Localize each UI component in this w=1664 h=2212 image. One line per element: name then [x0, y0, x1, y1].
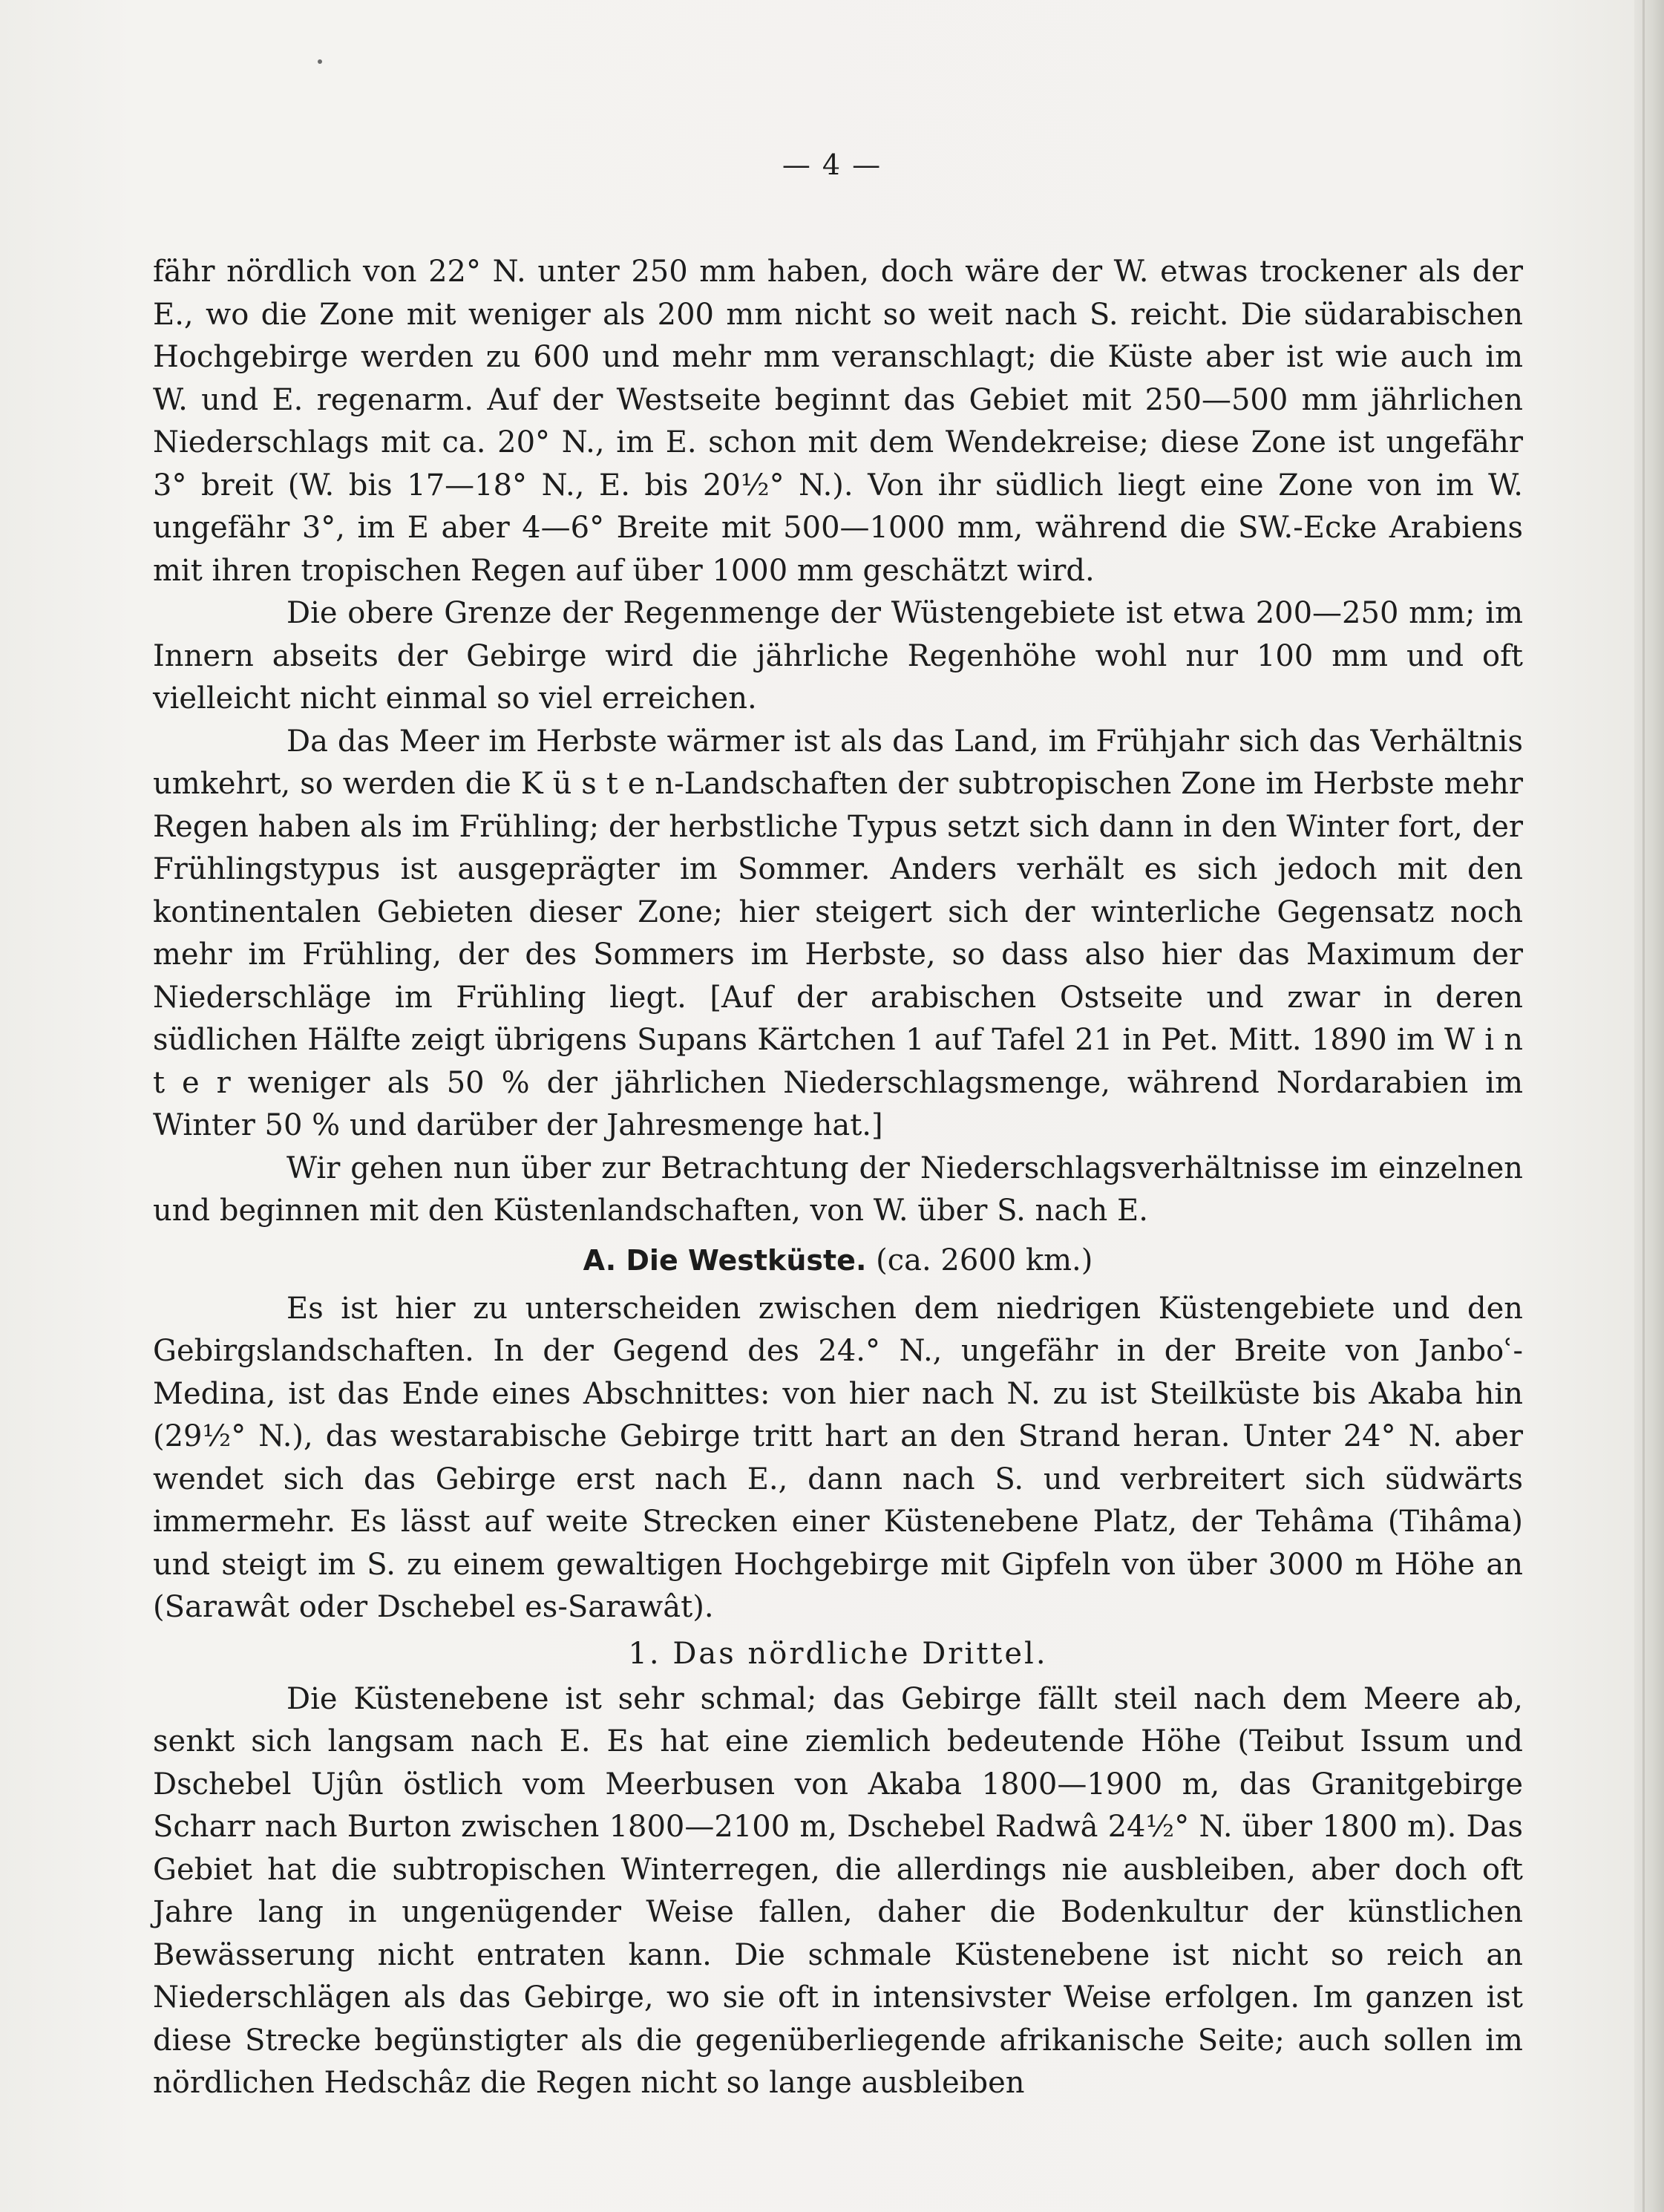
paragraph-nordliches-drittel: Die Küstenebene ist sehr schmal; das Gebirge fällt steil nach dem Meere ab, senkt sich langsam nach E. Es hat eine ziemlich bedeutende Höhe (Teibut Issum und Dschebel Ujûn östlich vom Meerbusen von Akaba 1800—1900 m, das Granitgebirge Scharr nach Burton zwischen 1800—2100 m, Dschebel Radwâ 24½° N. über 1800 m). Das Gebiet hat die subtropischen Winterregen, die allerdings nie ausbleiben, aber doch oft Jahre lang in ungenügender Weise fallen, daher die Bodenkultur der künstlichen Bewässerung nicht entraten kann. Die schmale Küstenebene ist nicht so reich an Niederschlägen als das Gebirge, wo sie oft in intensivster Weise erfolgen. Im ganzen ist diese Strecke begünstigter als die gegenüberliegende afrikanische Seite; auch sollen im nördlichen Hedschâz die Regen nicht so lange ausbleiben	[153, 1681, 1523, 2100]
section-title: A. Die Westküste.	[583, 1243, 867, 1277]
body-text	[153, 251, 1523, 2105]
section-subtitle: (ca. 2600 km.)	[876, 1243, 1093, 1277]
ink-speck	[318, 59, 322, 64]
paragraph-seasons: Da das Meer im Herbste wärmer ist als das Land, im Frühjahr sich das Verhältnis umkehrt, so werden die K ü s t e n-Landschaften der subtropischen Zone im Herbste mehr Regen haben als im Frühling; der herbstliche Typus setzt sich dann in den Winter fort, der Frühlingstypus ist ausgeprägter im Sommer. Anders verhält es sich jedoch mit den kontinentalen Gebieten dieser Zone; hier steigert sich der winterliche Gegensatz noch mehr im Frühling, der des Sommers im Herbste, so dass also hier das Maximum der Niederschläge im Frühling liegt. [Auf der arabischen Ostseite und zwar in deren südlichen Hälfte zeigt übrigens Supans Kärtchen 1 auf Tafel 21 in Pet. Mitt. 1890 im W i n t e r weniger als 50 % der jährlichen Niederschlagsmenge, während Nordarabien im Winter 50 % und darüber der Jahresmenge hat.]	[153, 724, 1523, 1142]
subsection-heading: 1. Das nördliche Drittel.	[628, 1636, 1048, 1671]
page-number: — 4 —	[782, 148, 882, 181]
paragraph-continuation: fähr nördlich von 22° N. unter 250 mm haben, doch wäre der W. etwas trockener als der E., wo die Zone mit weniger als 200 mm nicht so weit nach S. reicht. Die südarabischen Hochgebirge werden zu 600 und mehr mm veranschlagt; die Küste aber ist wie auch im W. und E. regenarm. Auf der Westseite beginnt das Gebiet mit 250—500 mm jährlichen Niederschlags mit ca. 20° N., im E. schon mit dem Wendekreise; diese Zone ist ungefähr 3° breit (W. bis 17—18° N., E. bis 20½° N.). Von ihr südlich liegt eine Zone von im W. ungefähr 3°, im E aber 4—6° Breite mit 500—1000 mm, während die SW.-Ecke Arabiens mit ihren tropischen Regen auf über 1000 mm geschätzt wird.	[153, 255, 1523, 588]
page-edge-line	[1642, 0, 1645, 2212]
paragraph-transition: Wir gehen nun über zur Betrachtung der Niederschlagsverhältnisse im einzelnen und beginnen mit den Küstenlandschaften, von W. über S. nach E.	[153, 1151, 1523, 1228]
section-heading-westkueste	[153, 1233, 1523, 1288]
paragraph-upper-limit: Die obere Grenze der Regenmenge der Wüstengebiete ist etwa 200—250 mm; im Innern abseits der Gebirge wird die jährliche Regenhöhe wohl nur 100 mm und oft vielleicht nicht einmal so viel erreichen.	[153, 596, 1523, 716]
paragraph-westkueste: Es ist hier zu unterscheiden zwischen dem niedrigen Küstengebiete und den Gebirgslandschaften. In der Gegend des 24.° N., ungefähr in der Breite von Janboʿ-Medina, ist das Ende eines Abschnittes: von hier nach N. zu ist Steilküste bis Akaba hin (29½° N.), das westarabische Gebirge tritt hart an den Strand heran. Unter 24° N. aber wendet sich das Gebirge erst nach E., dann nach S. und verbreitert sich südwärts immermehr. Es lässt auf weite Strecken einer Küstenebene Platz, der Tehâma (Tihâma) und steigt im S. zu einem gewaltigen Hochgebirge mit Gipfeln von über 3000 m Höhe an (Sarawât oder Dschebel es-Sarawât).	[153, 1291, 1523, 1624]
page-edge-shadow	[1634, 0, 1664, 2212]
